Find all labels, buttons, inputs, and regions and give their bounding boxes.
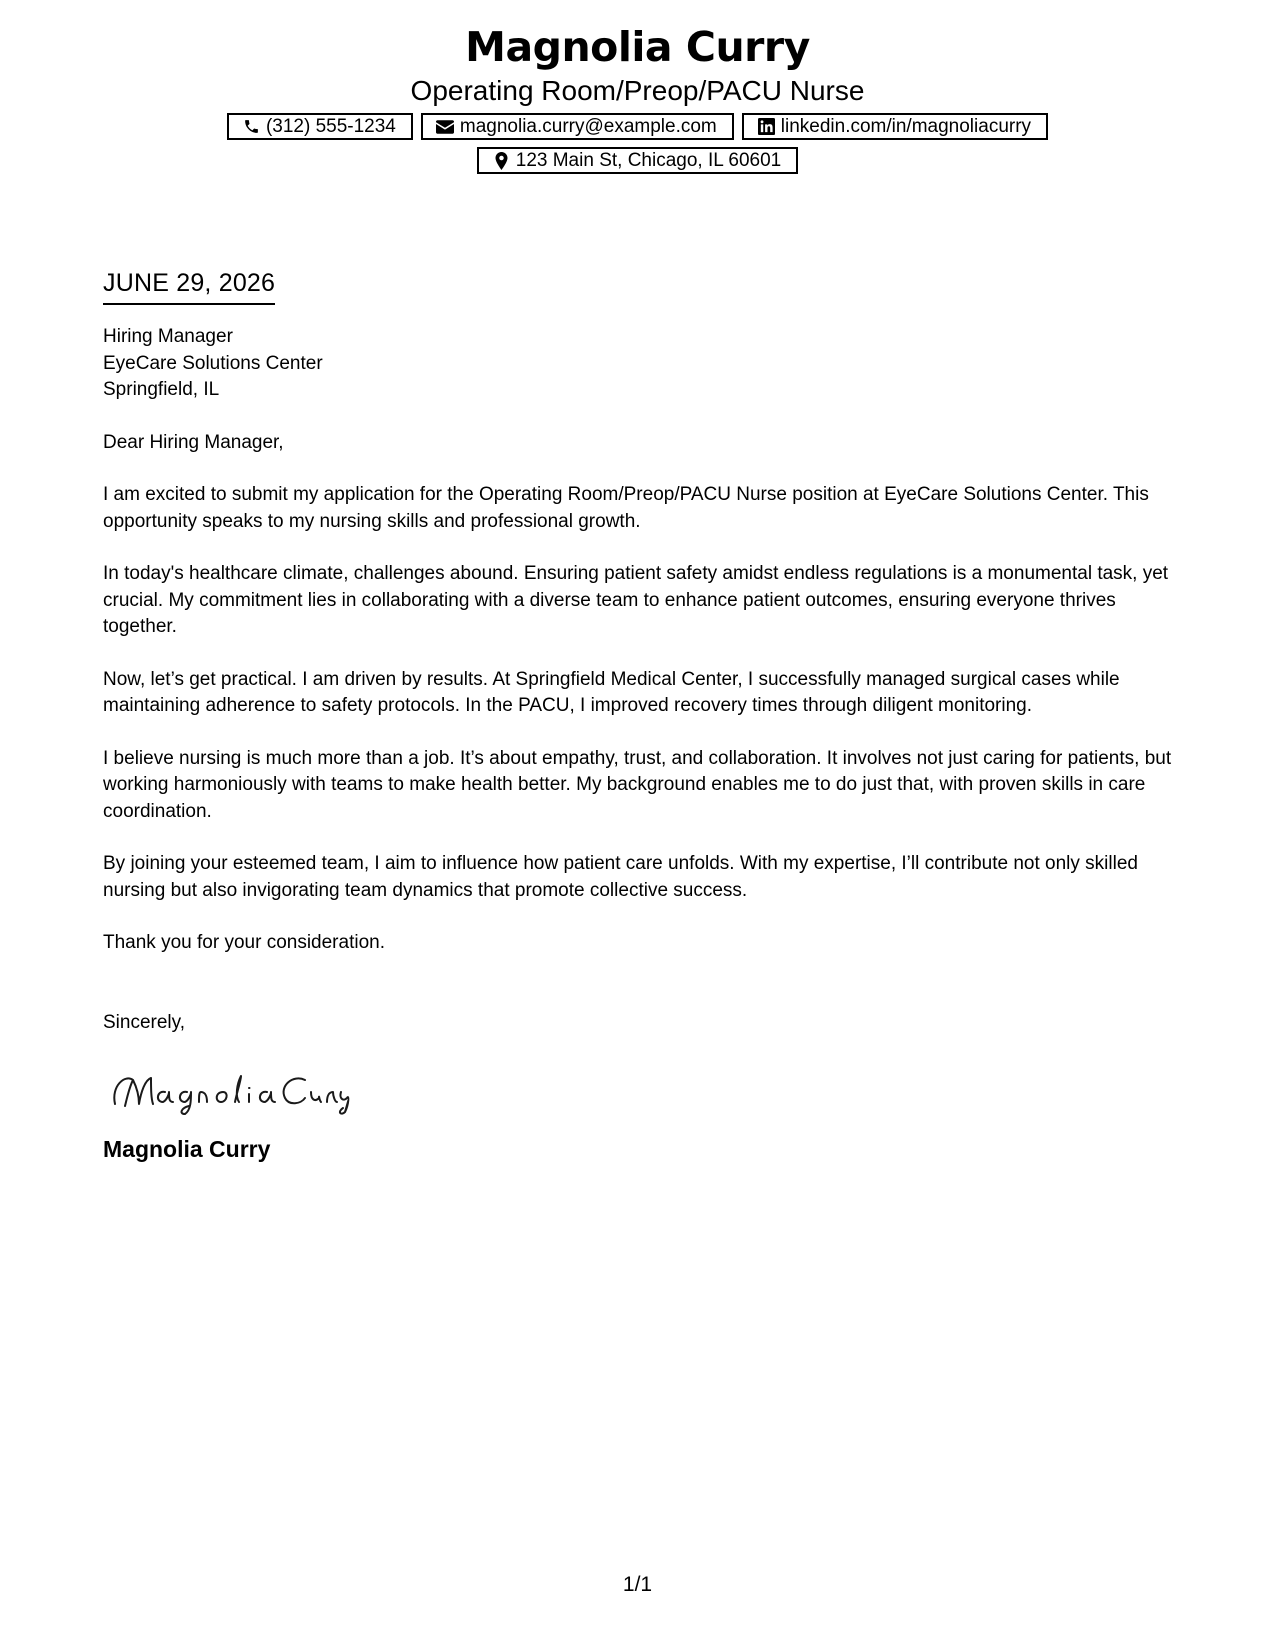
letter-header bbox=[0, 20, 1275, 174]
applicant-role: Operating Room/Preop/PACU Nurse bbox=[410, 75, 865, 106]
envelope-icon bbox=[436, 117, 455, 136]
page-number: 1/1 bbox=[622, 1573, 653, 1596]
recipient-block bbox=[103, 324, 1173, 404]
contact-phone-text: (312) 555-1234 bbox=[265, 116, 396, 137]
recipient-title: Hiring Manager bbox=[103, 326, 233, 347]
closing: Sincerely, bbox=[103, 1011, 186, 1033]
signer-name: Magnolia Curry bbox=[103, 1136, 271, 1162]
paragraph-contribution: By joining your esteemed team, I aim to influence how patient care unfolds. With my expertise, I’ll contribute not only skilled nursing but also invigorating team dynamics that promote collective success. bbox=[103, 853, 1138, 901]
applicant-name: Magnolia Curry bbox=[465, 23, 810, 71]
contact-email-text: magnolia.curry@example.com bbox=[459, 116, 717, 137]
contact-linkedin[interactable] bbox=[742, 113, 1048, 140]
letter-body bbox=[103, 268, 1173, 1163]
linkedin-icon bbox=[757, 117, 776, 136]
contact-phone[interactable] bbox=[227, 113, 413, 140]
contact-email[interactable] bbox=[421, 113, 734, 140]
paragraph-thanks: Thank you for your consideration. bbox=[103, 932, 385, 953]
salutation: Dear Hiring Manager, bbox=[103, 431, 284, 453]
handwritten-signature bbox=[107, 1066, 1173, 1116]
contact-linkedin-text: linkedin.com/in/magnoliacurry bbox=[780, 116, 1032, 137]
paragraph-challenges: In today's healthcare climate, challenges abound. Ensuring patient safety amidst endless regulations is a monumental task, yet crucial. My commitment lies in collaborating with a diverse team to enhance patient outcomes, ensuring everyone thrives together. bbox=[103, 563, 1169, 637]
paragraph-intro: I am excited to submit my application for the Operating Room/Preop/PACU Nurse position at EyeCare Solutions Center. This opportunity speaks to my nursing skills and professional growth. bbox=[103, 484, 1149, 532]
letter-date: JUNE 29, 2026 bbox=[103, 268, 275, 305]
paragraph-philosophy: I believe nursing is much more than a job. It’s about empathy, trust, and collaboration. It involves not just caring for patients, but working harmoniously with teams to make health better. My background enables me to do just that, with proven skills in care coordination. bbox=[103, 747, 1172, 822]
paragraph-results: Now, let’s get practical. I am driven by results. At Springfield Medical Center, I successfully managed surgical cases while maintaining adherence to safety protocols. In the PACU, I improved recovery times through diligent monitoring. bbox=[103, 668, 1120, 716]
contact-row-secondary bbox=[0, 147, 1275, 174]
recipient-location: Springfield, IL bbox=[103, 379, 220, 400]
contact-address[interactable] bbox=[477, 147, 798, 174]
phone-icon bbox=[242, 117, 261, 136]
map-pin-icon bbox=[492, 151, 511, 170]
contact-address-text: 123 Main St, Chicago, IL 60601 bbox=[515, 150, 782, 171]
recipient-company: EyeCare Solutions Center bbox=[103, 352, 323, 374]
contact-row-primary bbox=[0, 113, 1275, 140]
